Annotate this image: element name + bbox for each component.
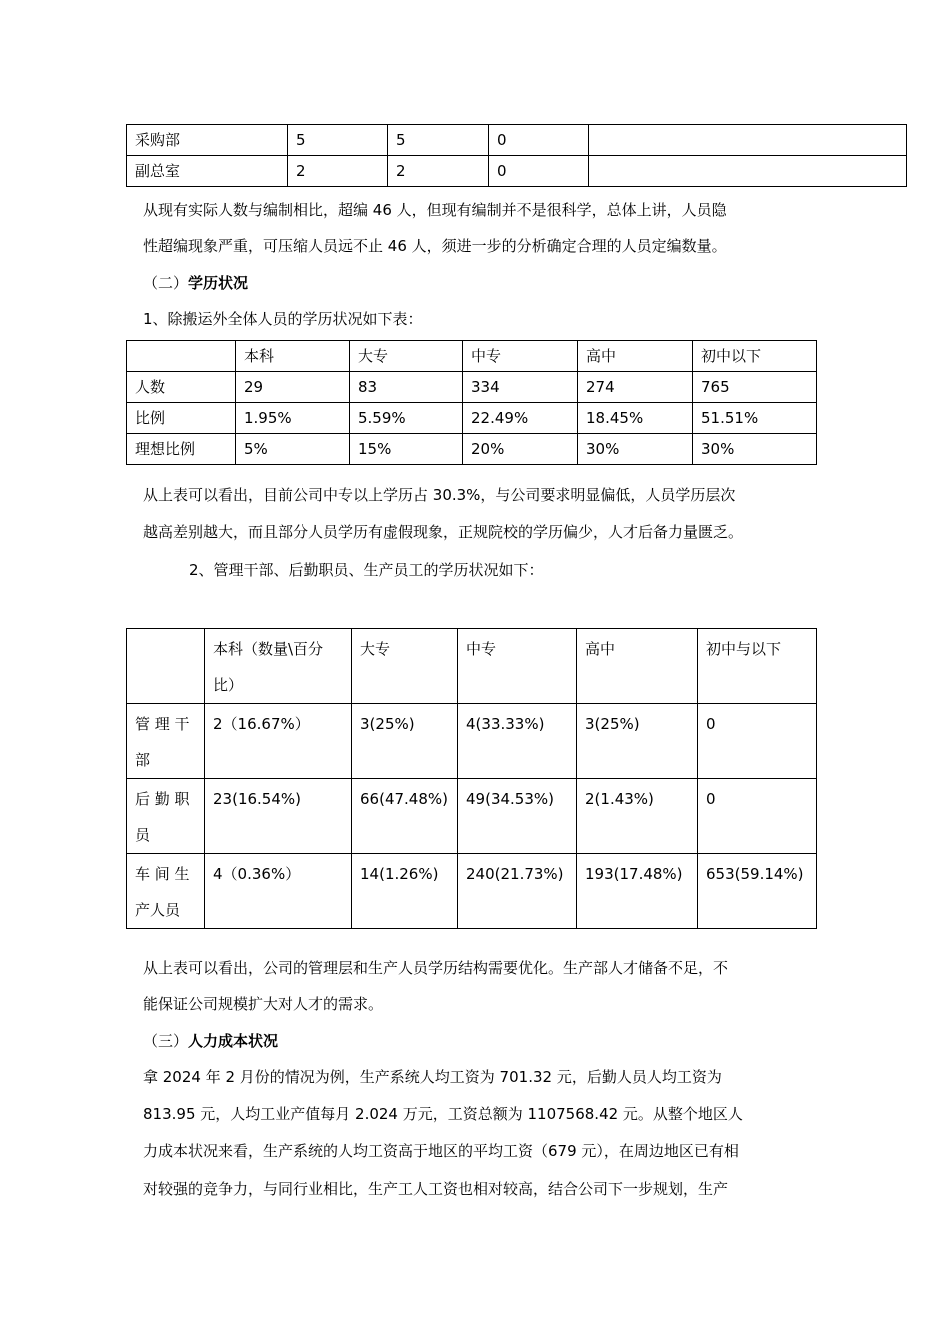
table-cell: 2（16.67%） (205, 704, 352, 779)
table-row (127, 403, 817, 434)
table-cell: 4(33.33%) (458, 704, 577, 779)
table-header-row (127, 341, 817, 372)
table-header-cell: 初中以下 (693, 341, 817, 372)
table-cell: 2 (288, 156, 388, 187)
table-cell: 66(47.48%) (352, 779, 458, 854)
table-cell (589, 125, 907, 156)
table-cell: 人数 (127, 372, 236, 403)
section-title: 学历状况 (188, 274, 249, 292)
table-cell: 比例 (127, 403, 236, 434)
table-cell: 30% (693, 434, 817, 465)
table-cell: 4（0.36%） (205, 854, 352, 929)
table-header-cell: 中专 (463, 341, 578, 372)
table-cell: 3(25%) (352, 704, 458, 779)
paragraph-line: 拿 2024 年 2 月份的情况为例，生产系统人均工资为 701.32 元，后勤人员人均工资为 (143, 1068, 722, 1086)
table-header-row (127, 629, 817, 704)
paragraph-line: 力成本状况来看，生产系统的人均工资高于地区的平均工资（679 元），在周边地区已有相 (143, 1142, 739, 1160)
education-table (126, 340, 817, 465)
table-cell: 274 (578, 372, 693, 403)
paragraph-line: 能保证公司规模扩大对人才的需求。 (143, 995, 384, 1013)
list-item: 2、管理干部、后勤职员、生产员工的学历状况如下： (189, 561, 544, 579)
table-header-cell: 初中与以下 (698, 629, 817, 704)
table-header-cell (127, 629, 205, 704)
paragraph-line: 813.95 元，人均工业产值每月 2.024 万元，工资总额为 1107568.42 元。从整个地区人 (143, 1105, 743, 1123)
table-cell: 1.95% (236, 403, 350, 434)
table-cell: 5 (288, 125, 388, 156)
table-header-cell: 大专 (352, 629, 458, 704)
table-header-cell (127, 341, 236, 372)
table-row (127, 125, 907, 156)
table-header-cell: 高中 (577, 629, 698, 704)
section-heading (143, 273, 248, 293)
table-cell: 0 (489, 125, 589, 156)
table-cell: 23(16.54%) (205, 779, 352, 854)
table-row (127, 854, 817, 929)
section-title: 人力成本状况 (188, 1032, 279, 1050)
table-cell: 0 (698, 704, 817, 779)
table-cell: 5 (388, 125, 489, 156)
table-cell: 5.59% (350, 403, 463, 434)
table-row (127, 156, 907, 187)
table-cell: 3(25%) (577, 704, 698, 779)
paragraph-line: 越高差别越大，而且部分人员学历有虚假现象，正规院校的学历偏少，人才后备力量匮乏。 (143, 523, 744, 541)
table-header-cell: 高中 (578, 341, 693, 372)
table-cell: 副总室 (127, 156, 288, 187)
table-row (127, 779, 817, 854)
table-row (127, 704, 817, 779)
table-row (127, 434, 817, 465)
paragraph-line: 对较强的竞争力，与同行业相比，生产工人工资也相对较高，结合公司下一步规划，生产 (143, 1180, 729, 1198)
table-cell: 193(17.48%) (577, 854, 698, 929)
section-heading (143, 1031, 278, 1051)
table-cell: 2(1.43%) (577, 779, 698, 854)
section-prefix: （二） (143, 274, 189, 292)
paragraph-line: 从上表可以看出，目前公司中专以上学历占 30.3%，与公司要求明显偏低，人员学历层次 (143, 486, 736, 504)
table-cell: 240(21.73%) (458, 854, 577, 929)
staff-education-table (126, 628, 817, 929)
table-cell: 车 间 生产人员 (127, 854, 205, 929)
table-cell: 后 勤 职员 (127, 779, 205, 854)
table-cell: 2 (388, 156, 489, 187)
table-cell: 0 (698, 779, 817, 854)
table-cell: 765 (693, 372, 817, 403)
table-header-cell: 本科（数量\百分比） (205, 629, 352, 704)
table-cell: 49(34.53%) (458, 779, 577, 854)
table-cell: 0 (489, 156, 589, 187)
table-cell: 15% (350, 434, 463, 465)
table-cell: 30% (578, 434, 693, 465)
table-cell: 采购部 (127, 125, 288, 156)
table-cell: 14(1.26%) (352, 854, 458, 929)
table-cell: 5% (236, 434, 350, 465)
table-cell: 334 (463, 372, 578, 403)
staffing-table (126, 124, 907, 187)
table-header-cell: 大专 (350, 341, 463, 372)
table-cell: 83 (350, 372, 463, 403)
table-cell: 18.45% (578, 403, 693, 434)
table-header-cell: 本科 (236, 341, 350, 372)
paragraph-line: 性超编现象严重，可压缩人员远不止 46 人，须进一步的分析确定合理的人员定编数量。 (143, 237, 727, 255)
table-cell: 653(59.14%) (698, 854, 817, 929)
table-header-cell: 中专 (458, 629, 577, 704)
table-cell: 22.49% (463, 403, 578, 434)
paragraph-line: 从上表可以看出，公司的管理层和生产人员学历结构需要优化。生产部人才储备不足，不 (143, 959, 729, 977)
table-cell: 管 理 干部 (127, 704, 205, 779)
table-cell: 理想比例 (127, 434, 236, 465)
table-row (127, 372, 817, 403)
list-item: 1、除搬运外全体人员的学历状况如下表： (143, 310, 423, 328)
paragraph-line: 从现有实际人数与编制相比，超编 46 人，但现有编制并不是很科学，总体上讲，人员隐 (143, 201, 727, 219)
section-prefix: （三） (143, 1032, 189, 1050)
table-cell: 29 (236, 372, 350, 403)
table-cell: 20% (463, 434, 578, 465)
table-cell (589, 156, 907, 187)
table-cell: 51.51% (693, 403, 817, 434)
